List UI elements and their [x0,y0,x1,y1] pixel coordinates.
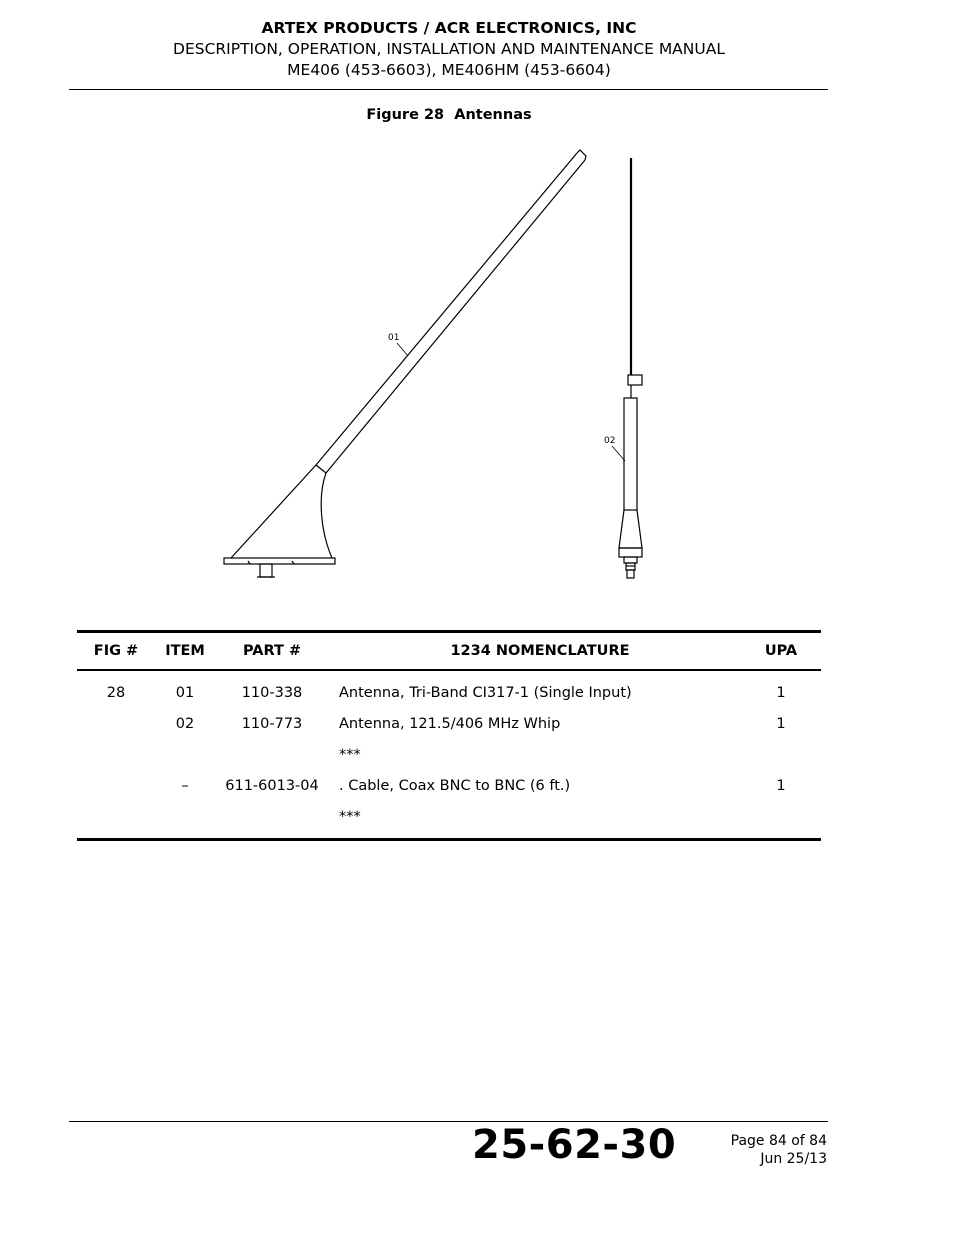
col-upa-header: UPA [741,632,821,671]
cell-upa: 1 [776,777,786,794]
cell-part: 110-773 [241,715,303,732]
cell-upa [741,801,821,840]
cell-nomenclature: Antenna, Tri-Band CI317-1 (Single Input) [339,684,632,701]
model-numbers: ME406 (453-6603), ME406HM (453-6604) [287,61,611,79]
manual-title: DESCRIPTION, OPERATION, INSTALLATION AND MAINTENANCE MANUAL [173,40,725,58]
table-row [77,770,821,801]
table-row [77,670,821,708]
cell-item: – [181,777,189,794]
table-header-row [77,632,821,671]
col-part-header: PART # [215,632,329,671]
company-name: ARTEX PRODUCTS / ACR ELECTRONICS, INC [261,19,637,37]
cell-item: 01 [175,684,195,701]
col-nomenclature-header: 1234 NOMENCLATURE [329,632,741,671]
cell-fig [77,801,155,840]
revision-date: Jun 25/13 [760,1151,827,1167]
figure-caption: Figure 28 Antennas [366,107,532,123]
cell-fig [77,739,155,770]
cell-nomenclature: Antenna, 121.5/406 MHz Whip [339,715,561,732]
cell-nomenclature: . Cable, Coax BNC to BNC (6 ft.) [339,777,571,794]
cell-nomenclature: *** [329,801,741,840]
cell-fig [77,770,155,801]
callout-02-label: 02 [604,436,616,446]
header-divider [69,89,828,90]
cell-item [155,801,215,840]
tri-band-antenna-illustration [224,150,586,577]
cell-part [215,801,329,840]
cell-part [215,739,329,770]
table-row [77,801,821,840]
cell-fig: 28 [106,684,126,701]
cell-item: 02 [175,715,195,732]
cell-upa [741,739,821,770]
cell-upa: 1 [776,715,786,732]
footer-divider [69,1121,828,1122]
table-row [77,708,821,739]
col-fig-header: FIG # [77,632,155,671]
page-number: Page 84 of 84 [730,1133,827,1149]
cell-nomenclature: *** [339,746,361,763]
cell-item [155,739,215,770]
cell-part: 110-338 [241,684,303,701]
callout-01-label: 01 [388,333,400,343]
whip-antenna-illustration [619,158,642,578]
cell-part: 611-6013-04 [225,777,319,794]
antenna-drawing [200,140,660,590]
cell-upa: 1 [776,684,786,701]
cell-fig [77,708,155,739]
table-row [77,739,821,770]
page-info [731,1132,827,1168]
parts-list-table [77,630,821,841]
document-number: 25-62-30 [472,1122,677,1168]
col-item-header: ITEM [155,632,215,671]
page-header [0,18,898,81]
